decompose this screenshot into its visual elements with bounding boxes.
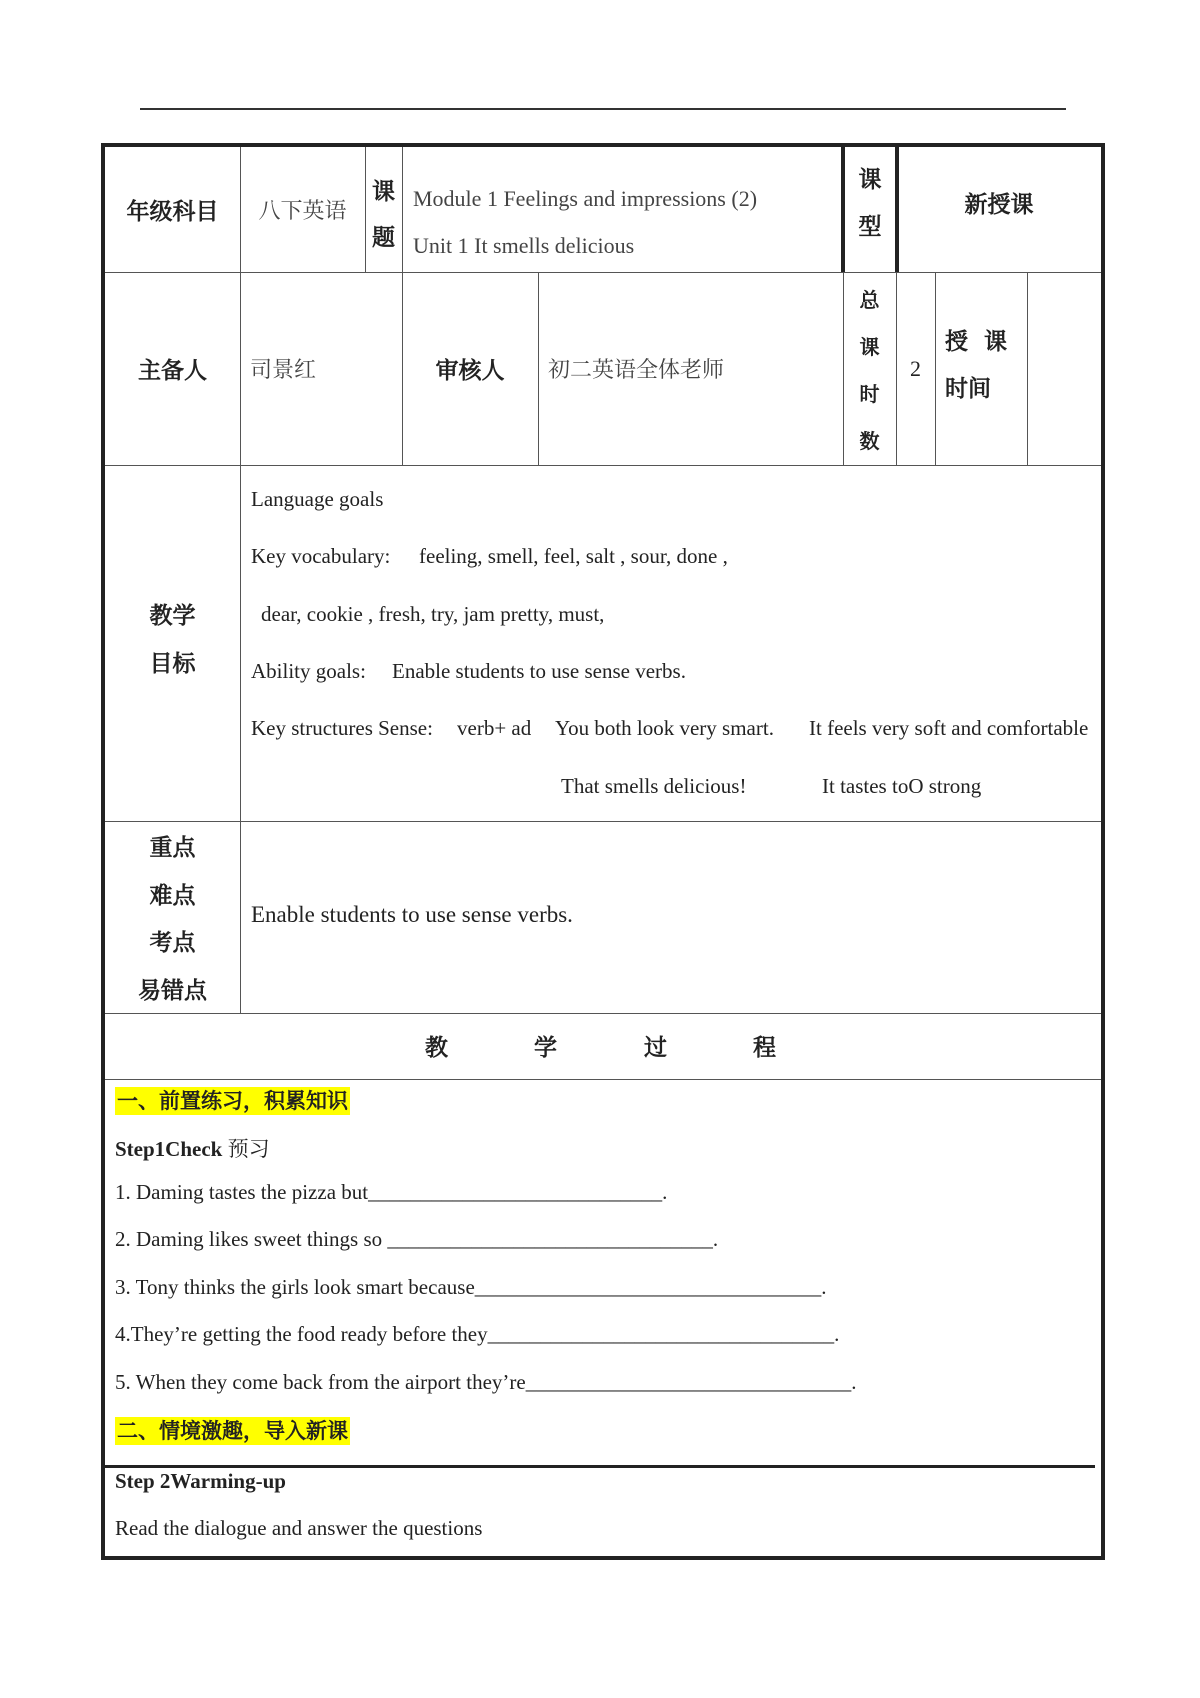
topic-line-1: Module 1 Feelings and impressions (2): [413, 186, 758, 211]
step-1-cn: 预习: [227, 1137, 270, 1161]
process-heading-char-3: 过: [644, 1035, 667, 1061]
teach-time-value[interactable]: [1027, 272, 1101, 465]
topic-line-2: Unit 1 It smells delicious: [413, 233, 635, 258]
grade-subject-label: 年级科目: [126, 199, 219, 225]
example-3: That smells delicious!: [561, 774, 747, 798]
language-goals: Language goals: [251, 487, 384, 511]
reviewer-label: 审核人: [435, 358, 505, 384]
type-value: 新授课: [964, 191, 1034, 218]
type-label: [845, 157, 895, 251]
grade-subject-value: 八下英语: [258, 199, 347, 224]
process-heading-char-4: 程: [753, 1035, 776, 1061]
step-2-heading: Step 2Warming-up: [115, 1469, 286, 1493]
topic-label-char-1: 课: [372, 179, 395, 205]
total-hours-char-4: 数: [859, 429, 880, 453]
ability-label: Ability goals:: [251, 659, 366, 683]
total-hours-char-1: 总: [859, 288, 880, 312]
key-vocab-2: dear, cookie , fresh, try, jam pretty, must,: [261, 602, 605, 626]
key-points-label-4: 易错点: [138, 977, 207, 1004]
key-points-text: Enable students to use sense verbs.: [251, 902, 573, 927]
step-1-title: Step1Check: [115, 1137, 223, 1161]
key-points-label-1: 重点: [149, 835, 196, 861]
check-item-4: 4.They’re getting the food ready before they_________________________________.: [115, 1322, 840, 1346]
total-hours-label: [843, 277, 896, 465]
type-label-char-1: 课: [858, 167, 882, 193]
reviewer-value: 初二英语全体老师: [548, 358, 725, 383]
teach-time-line-1: 授 课: [945, 329, 1008, 355]
example-4: It tastes toO strong: [822, 774, 982, 798]
section-1-heading: [115, 1085, 350, 1115]
check-item-2: 2. Daming likes sweet things so _______________________________.: [115, 1227, 719, 1251]
section-2-heading: [115, 1415, 350, 1445]
key-vocab-1: feeling, smell, feel, salt , sour, done ,: [419, 544, 728, 568]
goals-label-1: 教学: [149, 603, 196, 629]
total-hours-value: 2: [910, 355, 921, 381]
goals-label: [105, 592, 240, 688]
topic-label-char-2: 题: [372, 225, 395, 251]
process-heading-char-1: 教: [425, 1035, 448, 1061]
type-label-char-2: 型: [858, 214, 882, 240]
section-1-text: 一、前置练习，积累知识: [117, 1089, 348, 1113]
key-struct-pattern: verb+ ad: [457, 716, 532, 740]
section-2-text: 二、情境激趣，导入新课: [117, 1419, 348, 1443]
process-heading-char-2: 学: [534, 1035, 557, 1061]
step-2-text: Read the dialogue and answer the questions: [115, 1516, 483, 1540]
key-vocab-label: Key vocabulary:: [251, 544, 391, 568]
topic-value: [413, 175, 833, 269]
example-2: It feels very soft and comfortable: [809, 716, 1089, 740]
step-1-heading: [115, 1133, 270, 1163]
lesson-plan-table: [101, 143, 1105, 1560]
ability-text: Enable students to use sense verbs.: [392, 659, 686, 683]
header-rule: [140, 108, 1066, 110]
key-points-label: [105, 825, 240, 1015]
key-points-label-2: 难点: [149, 882, 196, 909]
key-points-label-3: 考点: [149, 930, 196, 956]
key-struct-label: Key structures Sense:: [251, 716, 433, 740]
preparer-label: 主备人: [138, 358, 207, 384]
goals-label-2: 目标: [149, 651, 196, 677]
topic-label: [365, 169, 402, 261]
preparer-value: 司景红: [250, 358, 317, 383]
check-item-3: 3. Tony thinks the girls look smart because_________________________________.: [115, 1275, 827, 1299]
check-item-1: 1. Daming tastes the pizza but____________________________.: [115, 1180, 668, 1204]
teach-time-line-2: 时间: [945, 376, 991, 402]
total-hours-char-2: 课: [859, 335, 880, 359]
teach-time-label: [945, 319, 1027, 413]
total-hours-char-3: 时: [859, 382, 880, 406]
example-1: You both look very smart.: [555, 716, 774, 740]
check-item-5: 5. When they come back from the airport they’re_______________________________.: [115, 1370, 857, 1394]
